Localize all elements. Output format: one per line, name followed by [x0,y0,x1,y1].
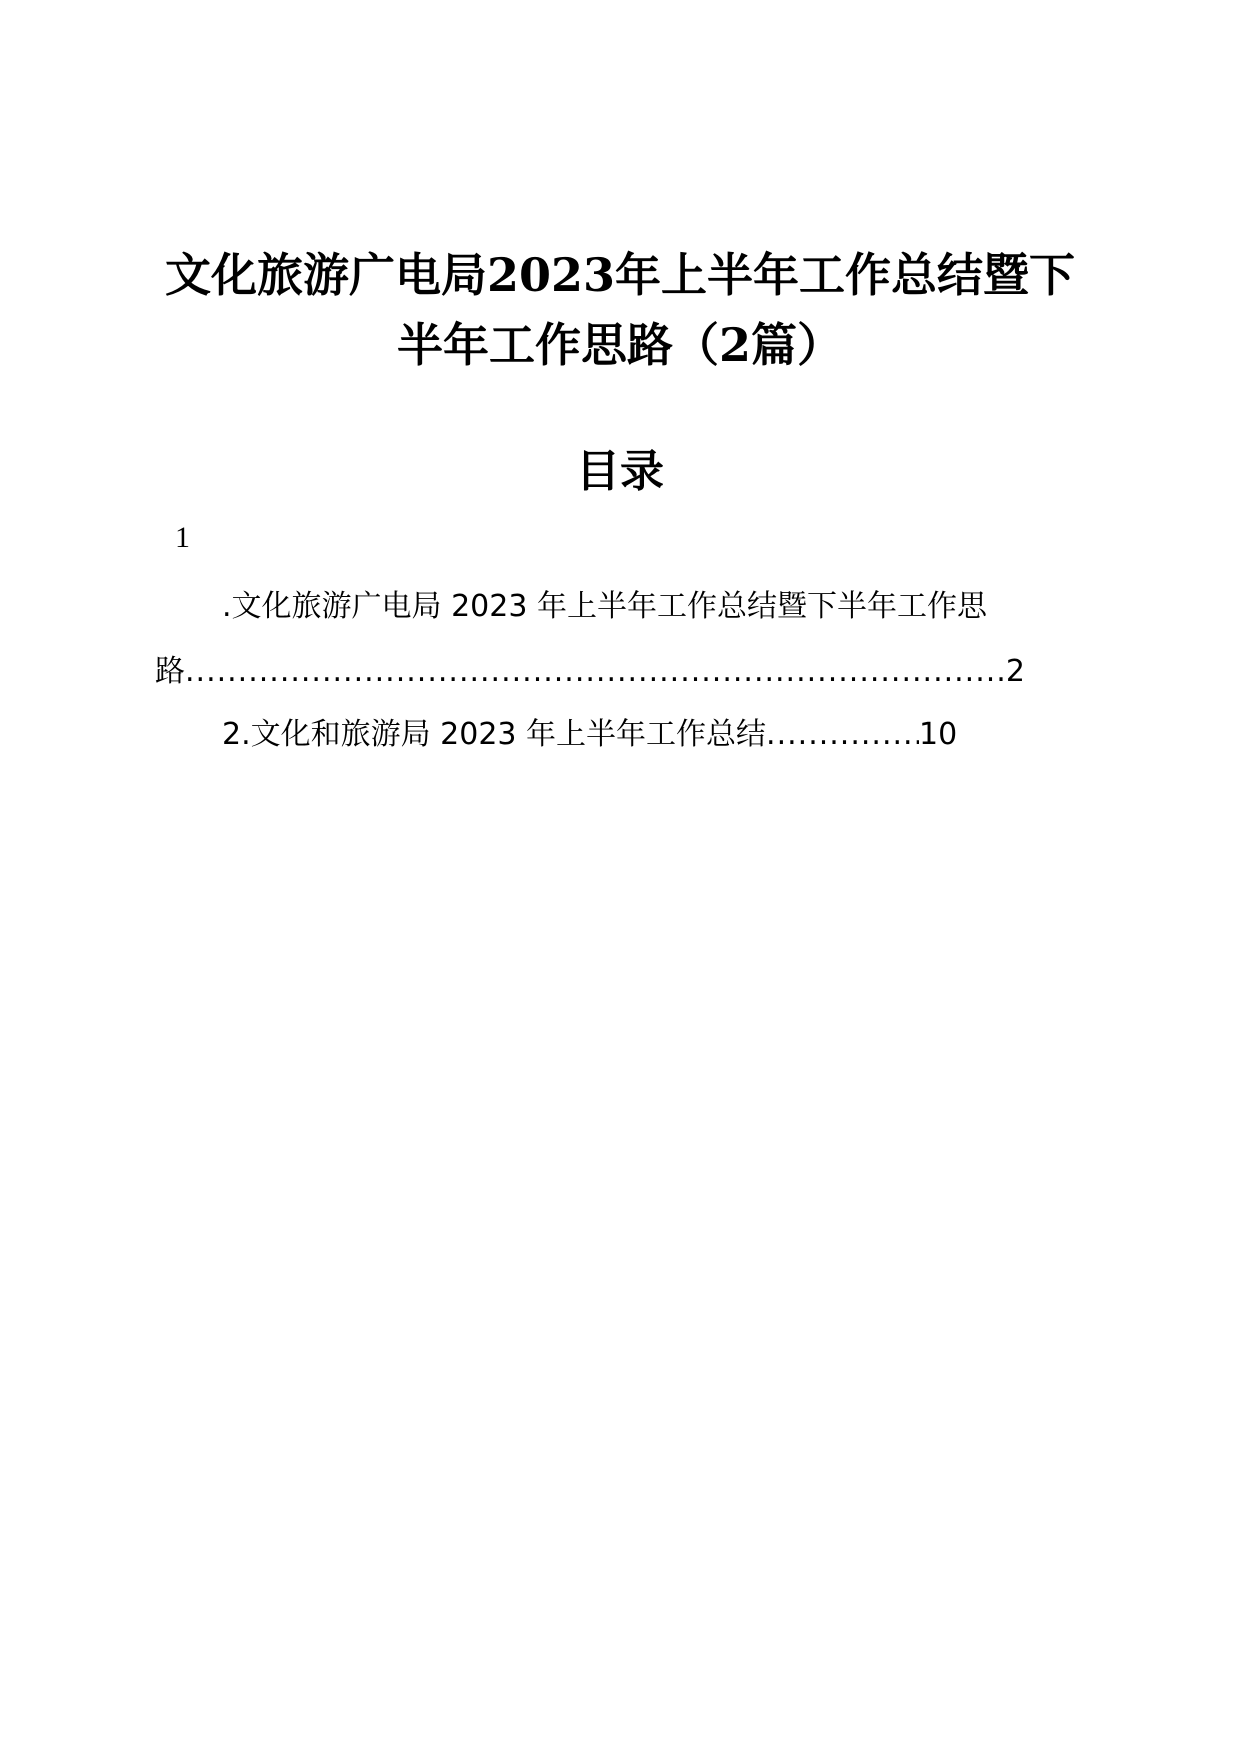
toc-item-1-text-continuation: 路 [155,654,185,689]
toc-item-1-number: 1 [175,521,190,554]
document-title-line-2: 半年工作思路（2篇） [396,318,843,372]
toc-item-1-text-line-1[interactable] [222,585,987,629]
toc-item-1-page-number: 2 [1005,654,1025,689]
toc-item-2-page-number: 10 [919,717,958,752]
toc-item-2-leader-dots [766,713,919,757]
toc-item-1-text-line-2[interactable] [155,650,1025,694]
document-title-line-1: 文化旅游广电局2023年上半年工作总结暨下 [164,248,1076,302]
toc-item-1-text: .文化旅游广电局 2023 年上半年工作总结暨下半年工作思 [222,589,987,624]
toc-heading: 目录 [576,446,664,497]
toc-item-2[interactable] [222,713,1025,757]
toc-item-2-text: 2.文化和旅游局 2023 年上半年工作总结 [222,717,767,752]
toc-item-1-leader-dots [185,650,1006,694]
